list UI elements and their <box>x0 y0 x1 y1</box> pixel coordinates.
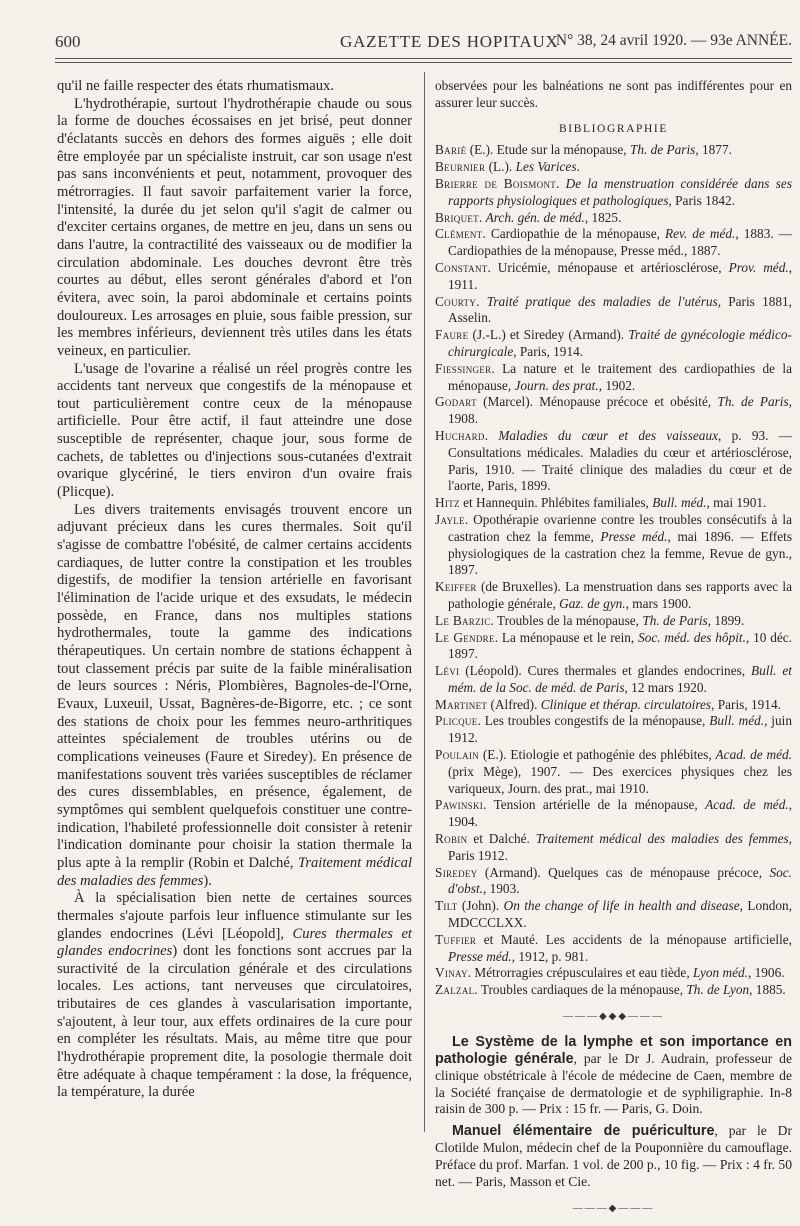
entry-text: , Paris 1881, Asselin. <box>448 293 792 326</box>
entry-author: Beurnier <box>435 159 486 175</box>
entry-text: . <box>478 209 486 225</box>
entry-text: , 1825. <box>584 209 622 225</box>
bibliography-entry <box>435 226 792 260</box>
journal-title: GAZETTE DES HOPITAUX <box>340 32 559 51</box>
entry-text: , 1902. <box>598 377 636 393</box>
entry-author: Huchard <box>435 427 485 443</box>
entry-source: Bull. méd. <box>709 713 765 729</box>
bibliography-entry <box>435 697 792 714</box>
entry-text: , Paris 1912. <box>448 831 792 863</box>
bibliography-entry <box>435 512 792 579</box>
entry-text: . <box>556 175 566 191</box>
entry-author: Clément <box>435 226 483 242</box>
entry-text: , 1904. <box>448 797 793 830</box>
entry-author: Briquet <box>435 209 479 225</box>
bibliography-entry <box>435 176 792 210</box>
entry-author: Martinet <box>435 696 488 712</box>
entry-author: Zalzal <box>435 982 475 998</box>
issue-info: N° 38, 24 avril 1920. — 93e ANNÉE. <box>555 32 792 49</box>
entry-source: Traitement médical des maladies des femmes <box>535 831 789 847</box>
entry-source: Journ. des prat. <box>514 377 599 393</box>
bibliography-entry <box>435 361 792 395</box>
entry-text: , mai 1896. — Effets physiologiques de la castration chez la femme, Revue de gyn., 1897. <box>448 528 792 578</box>
bibliography-entry <box>435 613 792 630</box>
entry-text: . La nature et le traitement des cardiopathies de la ménopause, <box>448 360 792 393</box>
bibliography-entry <box>435 663 792 697</box>
entry-source: Rev. de méd. <box>664 226 736 242</box>
notice-body: , par le Dr J. Audrain, professeur de clinique obstétricale à l'école de médecine de Caen, membre de la Société française de dermatologie et de syphiligraphie. In-8 raisin de 300 p. — Prix : 15 fr. — Paris, G. Doin. <box>435 1050 792 1117</box>
entry-text: (Léopold). Cures thermales et glandes endocrines, <box>459 663 752 679</box>
entry-author: Godart <box>435 394 477 410</box>
entry-source: Bull. et mém. de la Soc. de méd. de Paris <box>448 663 793 695</box>
entry-author: Vinay <box>435 965 468 981</box>
bibliography-entry <box>435 327 792 361</box>
entry-text: , 1883. — Cardiopathies de la ménopause, Presse méd., 1887. <box>448 226 792 259</box>
paragraph-text: ). <box>203 872 212 889</box>
end-ornament: ———◆——— <box>572 1202 655 1214</box>
entry-text: et Dalché. <box>467 831 536 847</box>
bibliography-entry <box>435 932 792 966</box>
entry-text: , 10 déc. 1897. <box>448 629 793 662</box>
bibliography-entry <box>435 898 792 932</box>
entry-source: Prov. méd. <box>728 259 789 275</box>
entry-text: . Métrorragies crépusculaires et eau tiède, <box>467 965 693 981</box>
entry-text: . Cardiopathie de la ménopause, <box>482 226 665 242</box>
bibliography-list <box>435 142 792 999</box>
entry-author: Le Gendre <box>435 629 495 645</box>
entry-source: Th. de Paris <box>717 394 789 410</box>
entry-source: De la menstruation considérée dans ses rapports physiologiques et pathologiques <box>448 175 792 208</box>
entry-author: Plicque <box>435 713 478 729</box>
bibliography-entry <box>435 210 792 227</box>
bibliography-heading: BIBLIOGRAPHIE <box>559 122 668 135</box>
entry-author: Robin <box>435 831 468 847</box>
header-rule-bottom <box>55 62 792 63</box>
entry-source: On the change of life in health and disease <box>503 898 740 914</box>
entry-author: Barié <box>435 142 467 158</box>
entry-author: Jayle <box>435 511 465 527</box>
book-notice <box>435 1034 792 1119</box>
entry-text: , 1903. <box>482 881 520 897</box>
paragraph: L'usage de l'ovarine a réalisé un réel progrès contre les accidents tant nerveux que congestifs de la ménopause et tout particulièrement contre ceux de la ménopause artificielle. Pour être actif, il faut atteindre une dose susceptible de représenter, chaque jour, sous forme de cachets, de tablettes ou d'injections sous-cutanées d'extrait ovarique glycériné, le tiers environ d'un ovaire frais (Plicque). <box>57 360 412 501</box>
entry-author: Fiessinger <box>435 360 492 376</box>
entry-source: Lyon méd. <box>692 965 748 981</box>
page-header <box>55 28 792 56</box>
right-column <box>435 78 792 1226</box>
entry-author: Hitz <box>435 495 460 511</box>
bibliography-entry <box>435 747 792 797</box>
entry-source: Acad. de méd. <box>705 797 789 813</box>
paragraph-text: Les divers traitements envisagés trouvent encore un adjuvant précieux dans les cures thermales. Soit qu'il s'agisse de combattre l'obésité, de calmer certains accidents cardiaques, de lutter contre la constipation et les troubles digestifs, de modifier la tension artérielle en favorisant l'élimination de l'acide urique et des exsudats, le médecin possède, en France, dans nos multiples stations hydrothermales, toute la gamme des indications thérapeutiques. Un certain nombre de stations échappent à tout classement précis par suite de la faible minéralisation de leurs sources : Néris, Plombières, Bagnoles-de-l'Orne, Evaux, Luxeuil, Ussat, Bagnères-de-Bigorre, etc. ; ce sont des stations de choix pour les femmes neuro-arthritiques atteintes spécialement de troubles utérins ou de complications veineuses (Faure et Siredey). En présence de manifestations souvent très variées susceptibles de réclamer des cures dissemblables, en présence, également, de symptômes qui semblent quelquefois constituer une contre-indication, l'habileté professionnelle doit consister à retenir l'indication dominante pour choisir la station thermale la plus apte à la remplir (Robin et Dalché, <box>57 501 412 871</box>
entry-text: . <box>576 159 580 175</box>
entry-source: Th. de Lyon <box>686 982 750 998</box>
bibliography-entry <box>435 831 792 865</box>
entry-source: Les Varices <box>515 159 577 175</box>
entry-source: Gaz. de gyn. <box>559 595 626 611</box>
entry-text: , 1908. <box>448 394 792 427</box>
entry-text: . Opothérapie ovarienne contre les troubles consécutifs à la castration chez la femme, <box>448 511 792 544</box>
entry-author: Constant <box>435 259 488 275</box>
bibliography-entry <box>435 260 792 294</box>
entry-text: (Armand). Quelques cas de ménopause précoce, <box>477 864 770 880</box>
entry-text: , mai 1901. <box>706 495 767 511</box>
bibliography-entry <box>435 159 792 176</box>
book-notice <box>435 1123 792 1191</box>
bibliography-entry <box>435 294 792 328</box>
entry-source: Bull. méd. <box>652 495 707 511</box>
entry-source: Presse méd. <box>448 948 512 964</box>
entry-source: Traité de gynécologie médico-chirurgicale <box>448 327 792 359</box>
entry-text: , 1911. <box>448 259 793 292</box>
separator-ornament: ———◆◆◆——— <box>562 1011 665 1023</box>
entry-text: , Paris, 1914. <box>711 696 781 712</box>
entry-text: . <box>484 427 499 443</box>
entry-text: , 1912, p. 981. <box>511 948 589 964</box>
entry-source: Soc. d'obst. <box>448 864 792 897</box>
entry-source: Presse méd. <box>600 528 668 544</box>
notice-title: Manuel élémentaire de puériculture <box>452 1123 715 1140</box>
bibliography-entry <box>435 713 792 747</box>
notice-body: , par le Dr Clotilde Mulon, médecin chef de la Pouponnière du camouflage. Préface du prof. Marfan. 1 vol. de 200 p., 10 fig. — Prix : 4 fr. 50 net. — Paris, Masson et Cie. <box>435 1123 792 1190</box>
entry-author: Siredey <box>435 864 478 880</box>
entry-author: Keiffer <box>435 579 477 595</box>
entry-text: (de Bruxelles). La menstruation dans ses rapports avec la pathologie générale, <box>448 579 792 611</box>
notice-title: Le Système de la lymphe et son importance en pathologie générale <box>435 1033 792 1067</box>
entry-text: (E.). Etude sur la ménopause, <box>466 142 630 158</box>
entry-text: . Tension artérielle de la ménopause, <box>483 797 706 813</box>
entry-text: . Les troubles congestifs de la ménopause, <box>477 713 710 729</box>
bibliography-entry <box>435 579 792 613</box>
entry-source: Arch. gén. de méd. <box>485 209 585 225</box>
entry-text: , Paris 1842. <box>668 192 736 208</box>
entry-author: Faure <box>435 327 469 343</box>
entry-text: , 12 mars 1920. <box>624 679 707 695</box>
entry-text: , Paris, 1914. <box>513 343 584 359</box>
entry-text: . <box>476 293 487 309</box>
italic-reference: Cures thermales et glandes endocrines <box>57 925 412 960</box>
bibliography-entry <box>435 965 792 982</box>
entry-author: Courty <box>435 293 477 309</box>
entry-source: Traité pratique des maladies de l'utérus <box>486 293 718 309</box>
bibliography-entry <box>435 865 792 899</box>
entry-text: . Uricémie, ménopause et artériosclérose, <box>487 259 729 275</box>
entry-author: Poulain <box>435 747 479 763</box>
entry-source: Th. de Paris <box>629 142 696 158</box>
entry-text: . Troubles de la ménopause, <box>490 612 643 628</box>
entry-text: , 1877. <box>695 142 732 158</box>
entry-author: Brierre de Boismont <box>435 175 556 191</box>
paragraph: L'hydrothérapie, surtout l'hydrothérapie chaude ou sous la forme de douches écossaises en jet brisé, peut donner d'éclatants succès en dehors des formes aiguës ; elle doit être employée par un spécialiste instruit, car son usage n'est pas sans inconvénients et peut, notamment, provoquer des métrorragies. Il faut savoir parfaitement varier la force, l'intensité, la durée du jet selon qu'il s'agit de calmer ou d'exciter certains organes, de mettre en jeu, dans un sens ou dans l'autre, la contractilité des vaisseaux ou de modifier la circulation abdominale. Les douches devront être très courtes au début, elles seront générales d'abord et l'on évitera, avec soin, la paroi abdominale et certains points douloureux. Les arrosages en pluie, sous faible pression, sur les membres inférieurs, deviennent très utiles dans les états veineux, en particulier. <box>57 95 412 359</box>
paragraph <box>57 890 412 1102</box>
entry-text: , p. 93. — Consultations médicales. Maladies du cœur et artériosclérose, Paris, 1910. — Traité clinique des maladies du cœur et de l'aorte, Paris, 1899. <box>448 427 793 494</box>
entry-source: Acad. de méd. <box>715 747 792 763</box>
entry-source: Clinique et thérap. circulatoires <box>540 696 712 712</box>
entry-text: , juin 1912. <box>448 713 792 746</box>
entry-text: , 1906. <box>747 965 785 981</box>
column-divider <box>424 72 425 1132</box>
entry-author: Pawinski <box>435 797 484 813</box>
entry-text: , London, MDCCCLXX. <box>448 898 793 931</box>
entry-source: Soc. méd. des hôpit. <box>638 629 746 645</box>
bibliography-entry <box>435 142 792 159</box>
entry-text: (John). <box>457 898 504 914</box>
entry-text: (Marcel). Ménopause précoce et obésité, <box>476 394 718 410</box>
bibliography-entry <box>435 982 792 999</box>
left-column <box>57 78 412 1102</box>
entry-author: Lévi <box>435 663 460 679</box>
paragraph <box>57 502 412 890</box>
page-number: 600 <box>55 32 81 51</box>
entry-text: et Mauté. Les accidents de la ménopause artificielle, <box>476 931 792 947</box>
header-rule-top <box>55 58 792 59</box>
entry-text: , mars 1900. <box>625 595 692 611</box>
entry-author: Tuffier <box>435 931 477 947</box>
entry-text: . La ménopause et le rein, <box>494 629 639 645</box>
bibliography-entry <box>435 394 792 428</box>
entry-text: (prix Mège), 1907. — Des exercices physiques chez les variqueux, Journ. des prat., mai 1910. <box>448 763 792 796</box>
entry-text: , 1885. <box>749 982 786 998</box>
entry-author: Le Barzic <box>435 612 491 628</box>
entry-text: , 1899. <box>707 612 745 628</box>
italic-reference: Traitement médical des maladies des femmes <box>57 854 413 889</box>
paragraph: observées pour les balnéations ne sont pas indifférentes pour en assurer leur succès. <box>435 78 792 110</box>
entry-text: (Alfred). <box>487 696 541 712</box>
paragraph-text: ) dont les fonctions sont accrues par la suractivité de la circulation générale et des circulations locales. Les actions, tant nerveuses que circulatoires, tributaires de ces glandes à vascularisation importante, s'ajoutent, à leur tour, aux effets ordinaires de la cure pour en compléter les résultats. Mais, au même titre que pour l'hydrothérapie proprement dite, la posologie thermale doit être adéquate à chaque tempérament : la dose, la fréquence, la température, la durée <box>57 943 412 1101</box>
entry-text: et Hannequin. Phlébites familiales, <box>459 495 653 511</box>
paragraph-text: À la spécialisation bien nette de certaines sources thermales s'ajoute parfois leur influence stimulante sur les glandes endocrines (Lévi [Léopold], <box>57 890 412 942</box>
bibliography-entry <box>435 428 792 495</box>
entry-text: . Troubles cardiaques de la ménopause, <box>474 982 687 998</box>
entry-source: Th. de Paris <box>642 612 708 628</box>
paragraph: qu'il ne faille respecter des états rhumatismaux. <box>57 78 334 94</box>
bibliography-entry <box>435 630 792 664</box>
entry-source: Maladies du cœur et des vaisseaux <box>498 427 719 443</box>
entry-text: (L.). <box>485 159 516 175</box>
entry-text: (E.). Etiologie et pathogénie des phlébites, <box>479 747 716 763</box>
bibliography-entry <box>435 495 792 512</box>
bibliography-entry <box>435 797 792 831</box>
entry-text: (J.-L.) et Siredey (Armand). <box>468 327 629 343</box>
entry-author: Tilt <box>435 898 458 914</box>
